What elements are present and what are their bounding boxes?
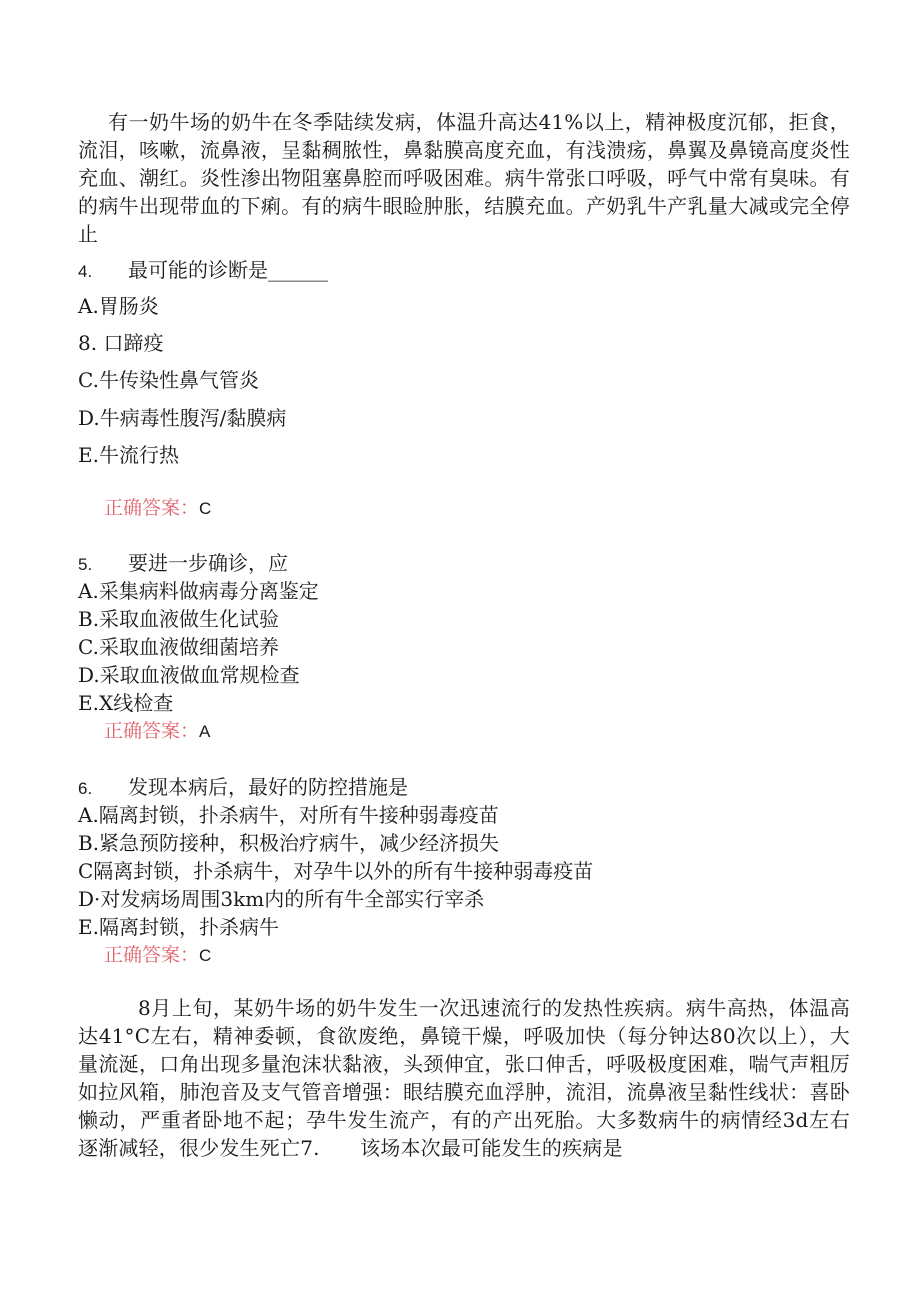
q6-option-a: A.隔离封锁，扑杀病牛，对所有牛接种弱毒疫苗 bbox=[78, 803, 499, 827]
q4-option-e: E.牛流行热 bbox=[78, 443, 179, 467]
q5-answer bbox=[104, 717, 210, 746]
question-text: 发现本病后，最好的防控措施是 bbox=[128, 775, 408, 799]
q5-option-b: B.采取血液做生化试验 bbox=[78, 607, 280, 631]
q6-option-b: B.紧急预防接种，积极治疗病牛，减少经济损失 bbox=[78, 831, 500, 855]
answer-value: A bbox=[199, 722, 211, 741]
case-description-2: 8月上旬，某奶牛场的奶牛发生一次迅速流行的发热性疾病。病牛高热，体温高达41°C左右，精神委顿，食欲废绝，鼻镜干燥，呼吸加快（每分钟达80次以上），大量流涎，口角出现多量泡沫状黏液，头颈伸宜，张口伸舌，呼吸极度困难，喘气声粗厉如拉风箱，肺泡音及支气管音增强：眼结膜充血浮肿，流泪，流鼻液呈黏性线状：喜卧懒动，严重者卧地不起；孕牛发生流产，有的产出死胎。大多数病牛的病情经3d左右逐渐减轻，很少发生死亡7. 该场本次最可能发生的疾病是 bbox=[78, 996, 850, 1160]
question-5-stem bbox=[78, 549, 288, 579]
question-4-stem bbox=[78, 256, 328, 286]
question-text: 最可能的诊断是______ bbox=[128, 258, 328, 282]
q5-option-a: A.采集病料做病毒分离鉴定 bbox=[78, 579, 319, 603]
question-6-stem bbox=[78, 773, 408, 803]
q5-option-c: C.采取血液做细菌培养 bbox=[78, 635, 279, 659]
answer-label: 正确答案： bbox=[104, 944, 200, 966]
q5-option-e: E.X线检查 bbox=[78, 691, 174, 715]
answer-value: C bbox=[199, 499, 212, 518]
answer-label: 正确答案： bbox=[104, 497, 200, 519]
case-description-1: 有一奶牛场的奶牛在冬季陆续发病，体温升高达41%以上，精神极度沉郁，拒食，流泪，咳嗽，流鼻液，呈黏稠脓性，鼻黏膜高度充血，有浅溃疡，鼻翼及鼻镜高度炎性充血、潮红。炎性渗出物阻塞鼻腔而呼吸困难。病牛常张口呼吸，呼气中常有臭味。有的病牛出现带血的下痢。有的病牛眼睑肿胀，结膜充血。产奶乳牛产乳量大减或完全停止 bbox=[78, 110, 850, 246]
q4-option-c: C.牛传染性鼻气管炎 bbox=[78, 368, 259, 392]
question-text: 要进一步确诊，应 bbox=[128, 551, 288, 575]
q6-option-e: E.隔离封锁，扑杀病牛 bbox=[78, 915, 279, 939]
answer-label: 正确答案： bbox=[104, 720, 200, 742]
q5-option-d: D.采取血液做血常规检查 bbox=[78, 663, 300, 687]
q6-option-d: D·对发病场周围3km内的所有牛全部实行宰杀 bbox=[78, 887, 485, 911]
q6-answer bbox=[104, 941, 211, 970]
question-number: 5. bbox=[78, 555, 93, 574]
question-number: 4. bbox=[78, 262, 93, 281]
q4-option-d: D.牛病毒性腹泻/黏膜病 bbox=[78, 406, 287, 430]
question-number: 6. bbox=[78, 779, 93, 798]
q4-option-b: 8. 口蹄疫 bbox=[78, 331, 164, 355]
answer-value: C bbox=[199, 946, 212, 965]
q4-option-a: A.胃肠炎 bbox=[78, 294, 159, 318]
q4-answer bbox=[104, 494, 211, 523]
q6-option-c: C隔离封锁，扑杀病牛，对孕牛以外的所有牛接种弱毒疫苗 bbox=[78, 859, 594, 883]
